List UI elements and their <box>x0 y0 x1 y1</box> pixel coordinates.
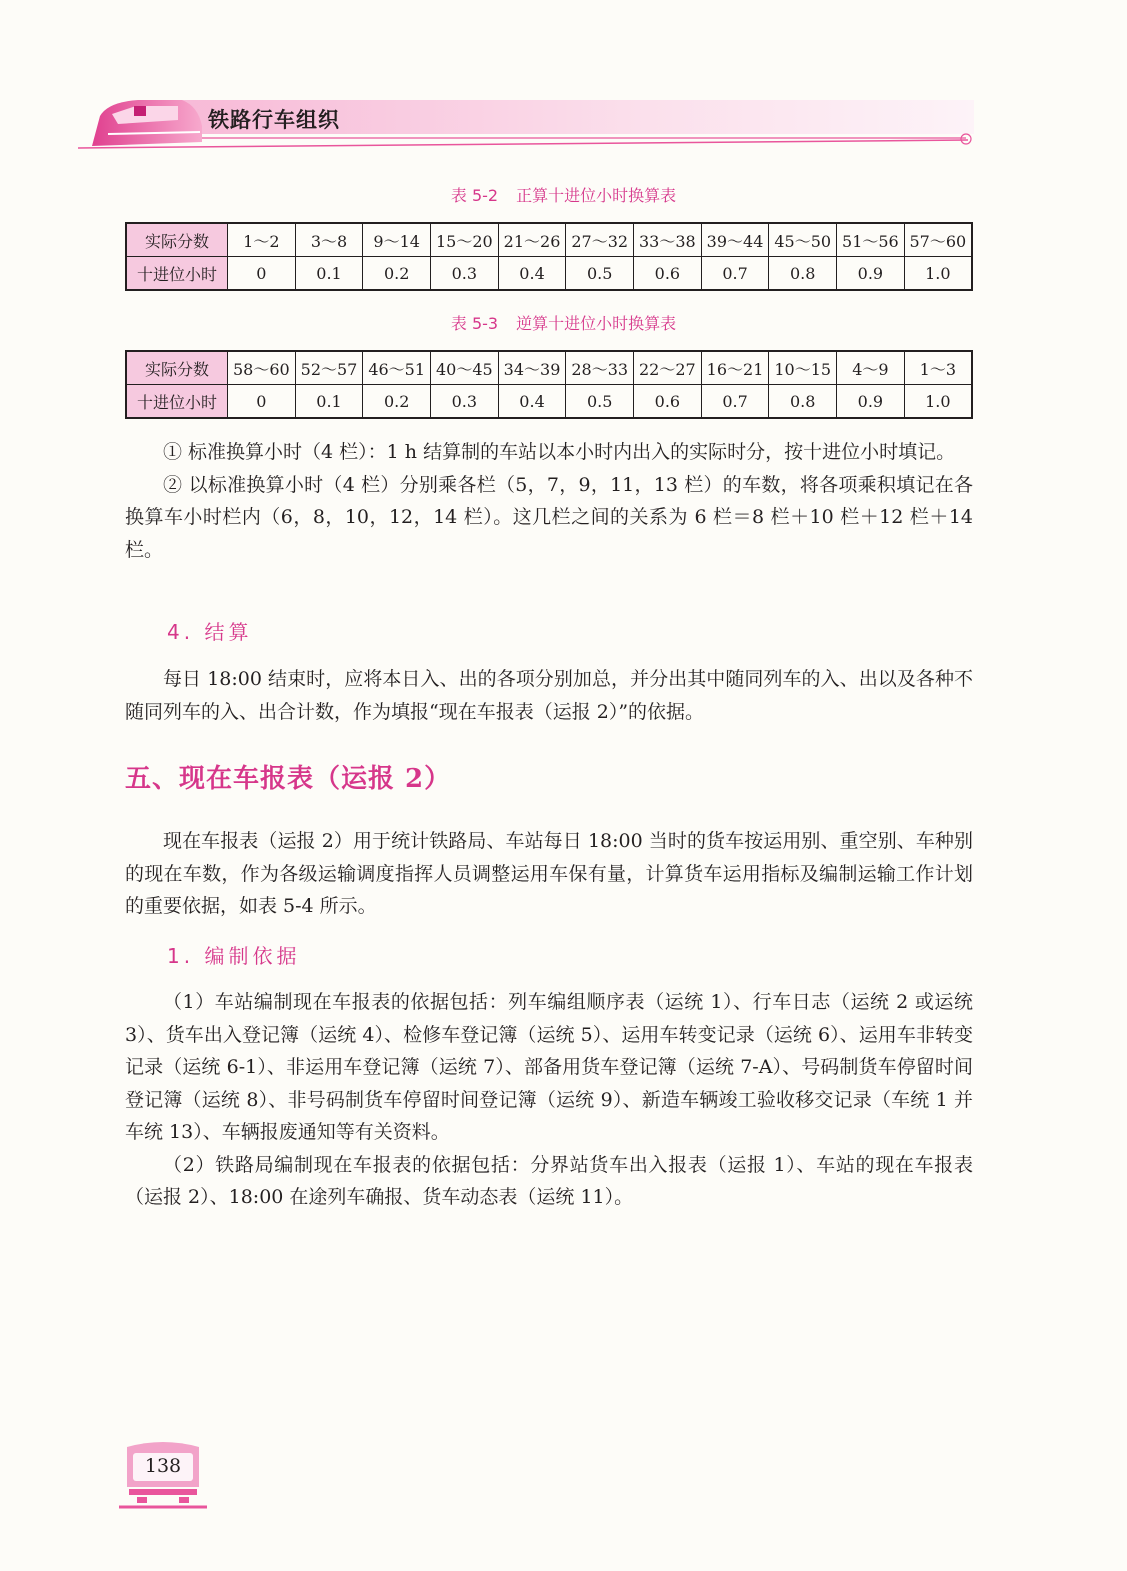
table-cell: 45～50 <box>769 223 837 257</box>
table-forward-conversion <box>125 222 973 291</box>
body-block-2 <box>125 663 973 728</box>
table-cell: 15～20 <box>431 223 499 257</box>
table-cell: 1.0 <box>904 257 972 291</box>
table-cell: 27～32 <box>566 223 634 257</box>
subheading-basis: 1. 编制依据 <box>167 944 301 968</box>
table-row <box>126 223 972 257</box>
table-cell: 0.3 <box>431 385 499 419</box>
table-cell: 16～21 <box>701 351 769 385</box>
table-cell: 52～57 <box>295 351 363 385</box>
table-cell: 51～56 <box>837 223 905 257</box>
table-cell: 0.5 <box>566 385 634 419</box>
table-cell: 0.1 <box>295 385 363 419</box>
body-block-3 <box>125 825 973 923</box>
table-cell: 0.3 <box>431 257 499 291</box>
table-cell: 40～45 <box>431 351 499 385</box>
table-cell: 0.7 <box>701 257 769 291</box>
table-cell: 9～14 <box>363 223 431 257</box>
table2-caption-number: 表 5-3 <box>450 314 499 333</box>
page-footer <box>119 1439 207 1511</box>
table-cell: 实际分数 <box>126 351 228 385</box>
table-cell: 0.6 <box>634 257 702 291</box>
paragraph-station-basis: （1）车站编制现在车报表的依据包括：列车编组顺序表（运统 1）、行车日志（运统 2 或运统 3）、货车出入登记簿（运统 4）、检修车登记簿（运统 5）、运用车转变记录（运统 6）、运用车非转变记录（运统 6-1）、非运用车登记簿（运统 7）、部备用货车登记簿（运统 7-A）、号码制货车停留时间登记簿（运统 8）、非号码制货车停留时间登记簿（运统 9）、新造车辆竣工验收移交记录（车统 1 并车统 13）、车辆报废通知等有关资料。 <box>125 991 973 1143</box>
body-block-1 <box>125 436 973 566</box>
page-header <box>78 96 974 158</box>
table-row <box>126 351 972 385</box>
paragraph-report-purpose: 现在车报表（运报 2）用于统计铁路局、车站每日 18:00 当时的货车按运用别、重空别、车种别的现在车数，作为各级运输调度指挥人员调整运用车保有量，计算货车运用指标及编制运输工作计划的重要依据，如表 5-4 所示。 <box>125 830 973 917</box>
table-reverse-conversion <box>125 350 973 419</box>
table1-caption-number: 表 5-2 <box>450 186 499 205</box>
paragraph-bureau-basis: （2）铁路局编制现在车报表的依据包括：分界站货车出入报表（运报 1）、车站的现在车报表（运报 2）、18:00 在途列车确报、货车动态表（运统 11）。 <box>125 1153 973 1208</box>
table-cell: 1～3 <box>904 351 972 385</box>
table-cell: 0 <box>228 385 296 419</box>
table2-caption <box>0 311 1127 334</box>
table2-caption-text: 逆算十进位小时换算表 <box>516 314 677 333</box>
table-cell: 10～15 <box>769 351 837 385</box>
body-block-4 <box>125 986 973 1214</box>
header-title: 铁路行车组织 <box>208 108 340 132</box>
paragraph-standard-hours: ① 标准换算小时（4 栏）：1 h 结算制的车站以本小时内出入的实际时分，按十进位小时填记。 <box>163 441 956 463</box>
table1-caption <box>0 183 1127 206</box>
table-cell: 28～33 <box>566 351 634 385</box>
table1-caption-text: 正算十进位小时换算表 <box>516 186 677 205</box>
table-cell: 0 <box>228 257 296 291</box>
table-cell: 34～39 <box>498 351 566 385</box>
table-cell: 0.2 <box>363 385 431 419</box>
table-cell: 1～2 <box>228 223 296 257</box>
table-cell: 3～8 <box>295 223 363 257</box>
table-cell: 39～44 <box>701 223 769 257</box>
table-cell: 十进位小时 <box>126 257 228 291</box>
table-cell: 0.4 <box>498 385 566 419</box>
table-cell: 0.5 <box>566 257 634 291</box>
table-cell: 0.8 <box>769 385 837 419</box>
table-cell: 0.4 <box>498 257 566 291</box>
table-cell: 58～60 <box>228 351 296 385</box>
table-cell: 4～9 <box>837 351 905 385</box>
table-cell: 0.7 <box>701 385 769 419</box>
table-cell: 十进位小时 <box>126 385 228 419</box>
table-cell: 1.0 <box>904 385 972 419</box>
subheading-settlement: 4. 结算 <box>167 620 253 644</box>
table-cell: 0.1 <box>295 257 363 291</box>
section-heading: 五、现在车报表（运报 2） <box>125 764 452 794</box>
table-cell: 57～60 <box>904 223 972 257</box>
table-cell: 33～38 <box>634 223 702 257</box>
table-cell: 0.9 <box>837 385 905 419</box>
table-cell: 0.2 <box>363 257 431 291</box>
table-cell: 0.6 <box>634 385 702 419</box>
table-cell: 0.8 <box>769 257 837 291</box>
table-cell: 22～27 <box>634 351 702 385</box>
table-cell: 21～26 <box>498 223 566 257</box>
page-number: 138 <box>144 1455 182 1477</box>
table-row <box>126 257 972 291</box>
table-row <box>126 385 972 419</box>
paragraph-multiply-columns: ② 以标准换算小时（4 栏）分别乘各栏（5，7，9，11，13 栏）的车数，将各项乘积填记在各换算车小时栏内（6，8，10，12，14 栏）。这几栏之间的关系为 6 栏＝8 栏＋10 栏＋12 栏＋14 栏。 <box>125 473 973 561</box>
table-cell: 实际分数 <box>126 223 228 257</box>
table-cell: 46～51 <box>363 351 431 385</box>
paragraph-daily-total: 每日 18:00 结束时，应将本日入、出的各项分别加总，并分出其中随同列车的入、出以及各种不随同列车的入、出合计数，作为填报“现在车报表（运报 2）”的依据。 <box>125 668 973 723</box>
table-cell: 0.9 <box>837 257 905 291</box>
